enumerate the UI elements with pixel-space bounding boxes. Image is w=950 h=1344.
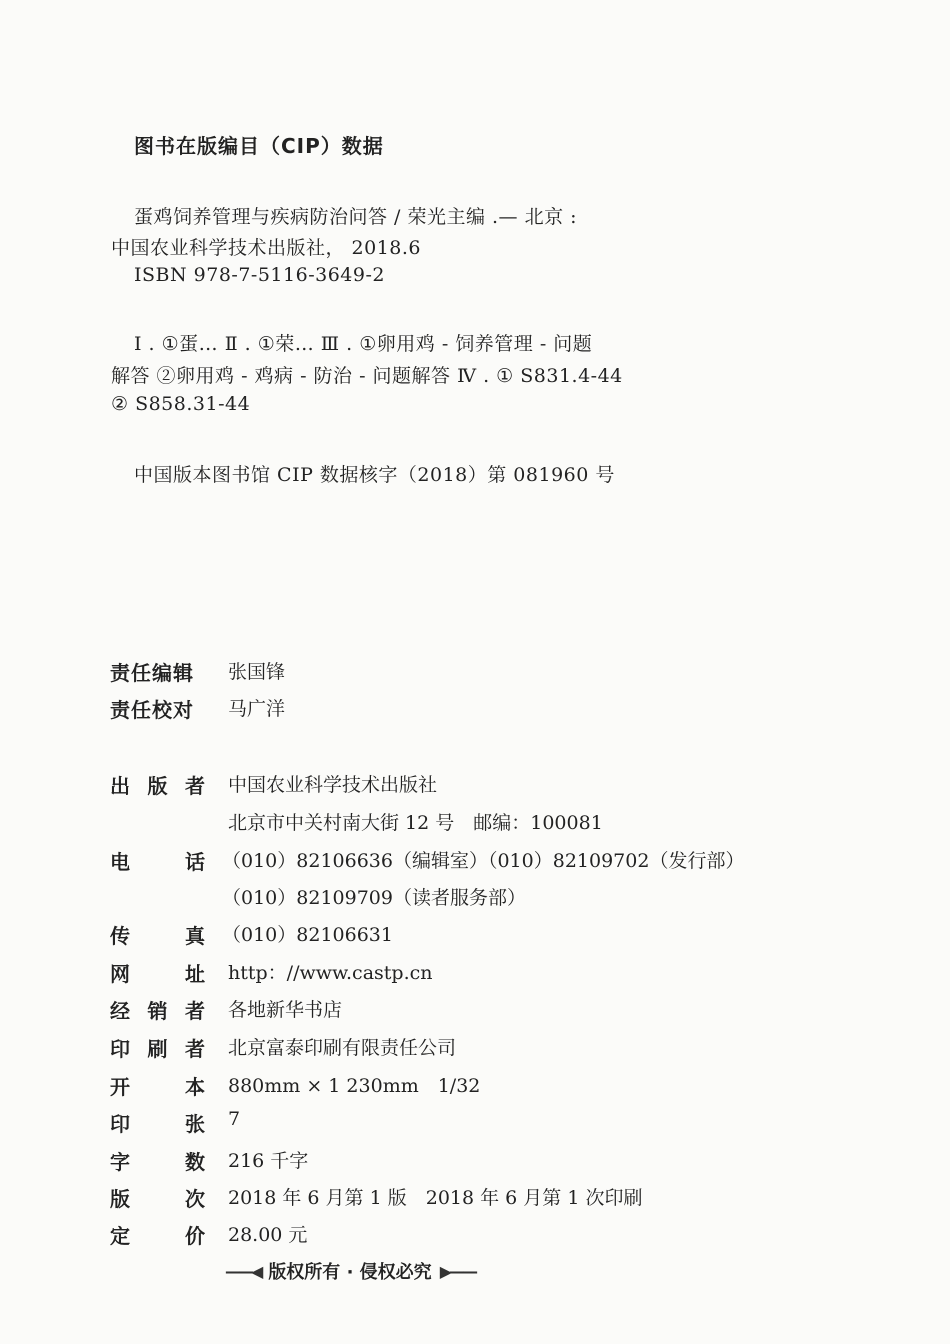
copyright-notice: [190, 1258, 510, 1284]
format-value: 880mm × 1 230mm 1/32: [228, 1075, 481, 1097]
edition-label: 版 次: [110, 1187, 205, 1211]
distributor-name: 各地新华书店: [228, 999, 343, 1021]
printer-name: 北京富泰印刷有限责任公司: [228, 1037, 457, 1059]
publisher-address: 北京市中关村南大街 12 号 邮编：100081: [228, 812, 603, 834]
cip-line-6: ② S858.31-44: [111, 393, 251, 415]
edition-value: 2018 年 6 月第 1 版 2018 年 6 月第 1 次印刷: [228, 1187, 643, 1209]
word-count-label: 字 数: [110, 1150, 205, 1174]
cip-verification: 中国版本图书馆 CIP 数据核字（2018）第 081960 号: [134, 464, 615, 486]
fax-label: 传 真: [110, 924, 205, 948]
sheets-label: 印 张: [110, 1112, 205, 1136]
publisher-label: 出 版 者: [110, 774, 205, 798]
proofreader-name: 马广洋: [228, 698, 286, 720]
format-label: 开 本: [110, 1075, 205, 1099]
word-count-value: 216 千字: [228, 1150, 309, 1172]
website-url: http：//www.castp.cn: [228, 962, 433, 984]
sheets-value: 7: [228, 1108, 241, 1130]
proofreader-label: 责任校对: [110, 698, 194, 722]
price-value: 28.00 元: [228, 1224, 308, 1246]
editor-name: 张国锋: [228, 661, 286, 683]
publisher-name: 中国农业科学技术出版社: [228, 774, 438, 796]
fax-number: （010）82106631: [222, 924, 393, 946]
ornament-right-icon: ▶——: [439, 1261, 475, 1281]
cip-line-4: Ⅰ . ①蛋… Ⅱ . ①荣… Ⅲ . ①卵用鸡 - 饲养管理 - 问题: [134, 333, 593, 355]
cip-line-5: 解答 ②卵用鸡 - 鸡病 - 防治 - 问题解答 Ⅳ . ① S831.4-44: [111, 365, 623, 387]
website-label: 网 址: [110, 962, 205, 986]
distributor-label: 经 销 者: [110, 999, 205, 1023]
cip-line-2: 中国农业科学技术出版社， 2018.6: [111, 237, 422, 259]
copyright-text: 版权所有 · 侵权必究: [268, 1262, 432, 1283]
phone-line-1: （010）82106636（编辑室）（010）82109702（发行部）: [222, 850, 745, 872]
phone-line-2: （010）82109709（读者服务部）: [222, 887, 526, 909]
printer-label: 印 刷 者: [110, 1037, 205, 1061]
cip-title: 图书在版编目（CIP）数据: [134, 134, 384, 158]
price-label: 定 价: [110, 1224, 205, 1248]
cip-line-1: 蛋鸡饲养管理与疾病防治问答 / 荣光主编 .— 北京 :: [134, 206, 578, 228]
phone-label: 电 话: [110, 850, 205, 874]
ornament-left-icon: ——◀: [225, 1261, 261, 1281]
cip-isbn: ISBN 978-7-5116-3649-2: [134, 264, 385, 286]
editor-label: 责任编辑: [110, 661, 194, 685]
